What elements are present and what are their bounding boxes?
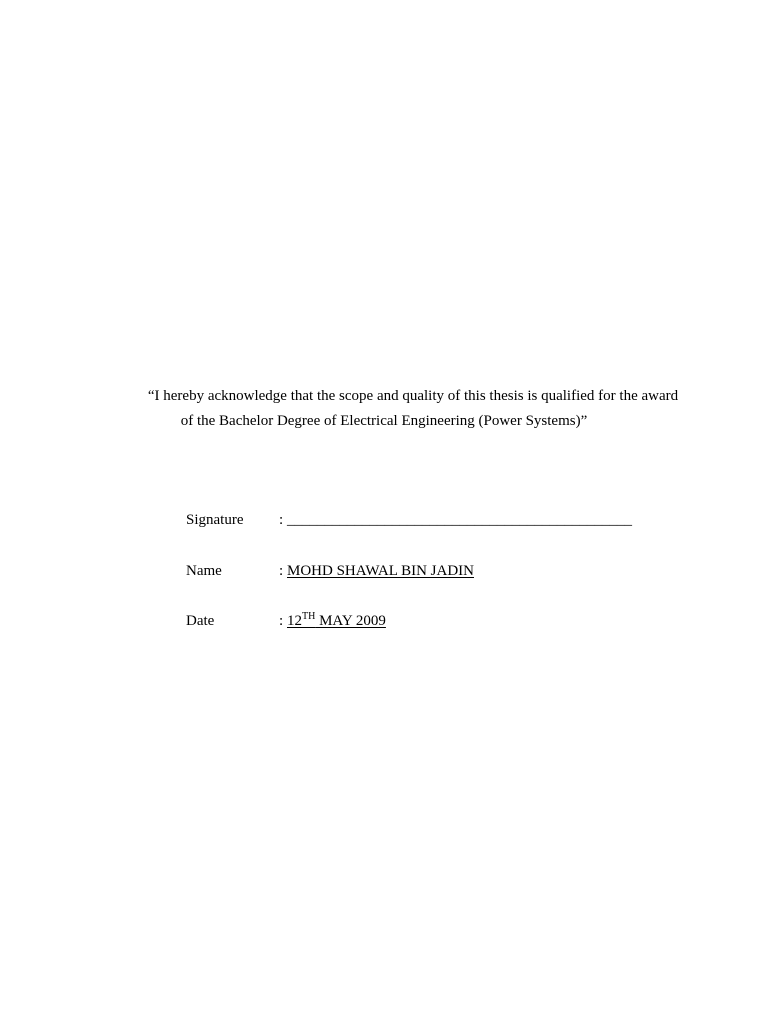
date-day-suffix: TH — [302, 611, 316, 622]
date-month-year: MAY 2009 — [315, 613, 386, 629]
date-value — [287, 613, 386, 630]
date-label: Date — [186, 613, 215, 629]
signature-colon: : — [279, 512, 284, 528]
statement-line-1: “I hereby acknowledge that the scope and quality of this thesis is qualified for the award — [147, 388, 679, 404]
name-label: Name — [186, 563, 222, 579]
name-colon: : — [279, 563, 284, 579]
signature-label: Signature — [186, 512, 244, 528]
statement-line-2: of the Bachelor Degree of Electrical Engineering (Power Systems)” — [180, 413, 588, 429]
date-colon: : — [279, 613, 284, 629]
date-day: 12 — [287, 613, 302, 629]
name-value: MOHD SHAWAL BIN JADIN — [287, 563, 474, 579]
acknowledgement-statement — [0, 384, 768, 434]
signature-line: ______________________________________________ — [287, 512, 632, 528]
